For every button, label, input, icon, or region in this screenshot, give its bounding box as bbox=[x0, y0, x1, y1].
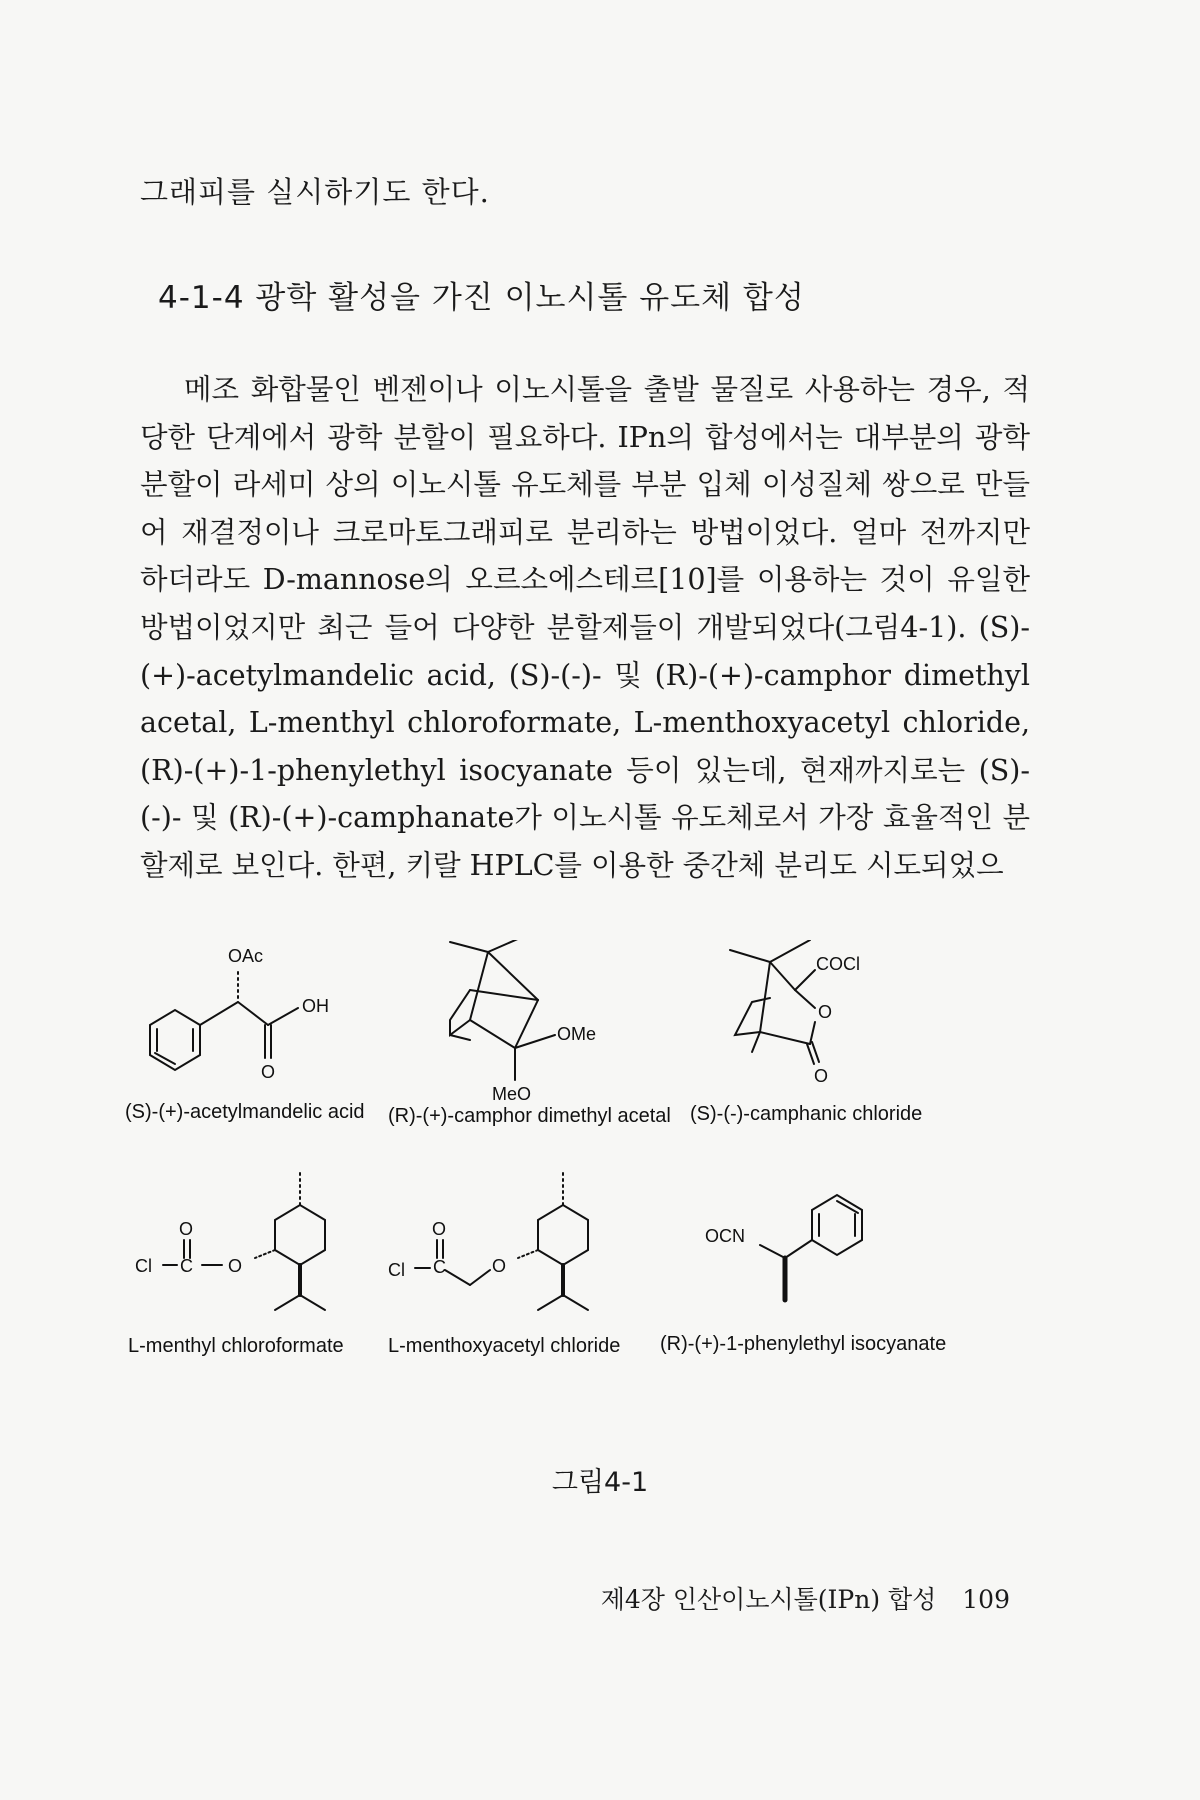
label-o-top: O bbox=[432, 1219, 447, 1239]
molecule-phenylethyl-isocyanate bbox=[660, 1195, 946, 1355]
label-o-keto: O bbox=[814, 1066, 829, 1086]
label-cl: Cl bbox=[388, 1260, 405, 1280]
label-cocl: COCl bbox=[816, 954, 860, 974]
label-c: C bbox=[180, 1256, 193, 1276]
molecule-name: L-menthoxyacetyl chloride bbox=[388, 1335, 621, 1357]
label-oh: OH bbox=[302, 996, 329, 1016]
label-o-ring: O bbox=[818, 1002, 833, 1022]
molecule-name: (S)-(+)-acetylmandelic acid bbox=[125, 1101, 365, 1123]
molecule-acetylmandelic-acid bbox=[125, 946, 365, 1123]
body-paragraph-block bbox=[140, 366, 1030, 890]
label-ocn: OCN bbox=[705, 1226, 745, 1246]
figure-caption: 그림4-1 bbox=[551, 1467, 649, 1498]
molecule-camphanic-chloride bbox=[690, 940, 922, 1125]
label-o: O bbox=[228, 1256, 243, 1276]
molecule-name: (R)-(+)-1-phenylethyl isocyanate bbox=[660, 1333, 947, 1355]
molecule-name: (R)-(+)-camphor dimethyl acetal bbox=[388, 1105, 671, 1127]
molecule-menthoxyacetyl-chloride bbox=[388, 1170, 620, 1357]
structures-diagram bbox=[120, 940, 1060, 1480]
molecule-menthyl-chloroformate bbox=[128, 1170, 344, 1357]
label-cl: Cl bbox=[135, 1256, 152, 1276]
running-title: 제4장 인산이노시톨(IPn) 합성 bbox=[600, 1585, 937, 1614]
molecule-name: (S)-(-)-camphanic chloride bbox=[690, 1103, 923, 1125]
page-footer bbox=[601, 1580, 1010, 1616]
label-c: C bbox=[433, 1257, 446, 1277]
page-number: 109 bbox=[962, 1585, 1010, 1614]
label-meo: MeO bbox=[492, 1084, 532, 1104]
label-o-top: O bbox=[179, 1219, 194, 1239]
figure-4-1 bbox=[120, 940, 1060, 1480]
molecule-name: L-menthyl chloroformate bbox=[128, 1335, 344, 1357]
label-oac: OAc bbox=[228, 946, 264, 966]
label-o: O bbox=[492, 1256, 507, 1276]
label-o: O bbox=[261, 1062, 276, 1082]
section-heading: 4-1-4 광학 활성을 가진 이노시톨 유도체 합성 bbox=[158, 280, 805, 316]
continued-sentence: 그래피를 실시하기도 한다. bbox=[140, 175, 490, 209]
label-ome: OMe bbox=[557, 1024, 597, 1044]
body-paragraph: 메조 화합물인 벤젠이나 이노시톨을 출발 물질로 사용하는 경우, 적당한 단계에서 광학 분할이 필요하다. IPn의 합성에서는 대부분의 광학 분할이 라세미 상의 이노시톨 유도체를 부분 입체 이성질체 쌍으로 만들어 재결정이나 크로마토그래피로 분리하는 방법이었다. 얼마 전까지만 하더라도 D-mannose의 오르소에스테르[10]를 이용하는 것이 유일한 방법이었지만 최근 들어 다양한 분할제들이 개발되었다(그림4-1). (S)-(+)-acetylmandelic acid, (S)-(-)- 및 (R)-(+)-camphor dimethyl acetal, L-menthyl chloroformate, L-menthoxyacetyl chloride, (R)-(+)-1-phenylethyl isocyanate 등이 있는데, 현재까지로는 (S)-(-)- 및 (R)-(+)-camphanate가 이노시톨 유도체로서 가장 효율적인 분할제로 보인다. 한편, 키랄 HPLC를 이용한 중간체 분리도 시도되었으 bbox=[140, 373, 1030, 882]
molecule-camphor-dimethyl-acetal bbox=[388, 940, 671, 1127]
